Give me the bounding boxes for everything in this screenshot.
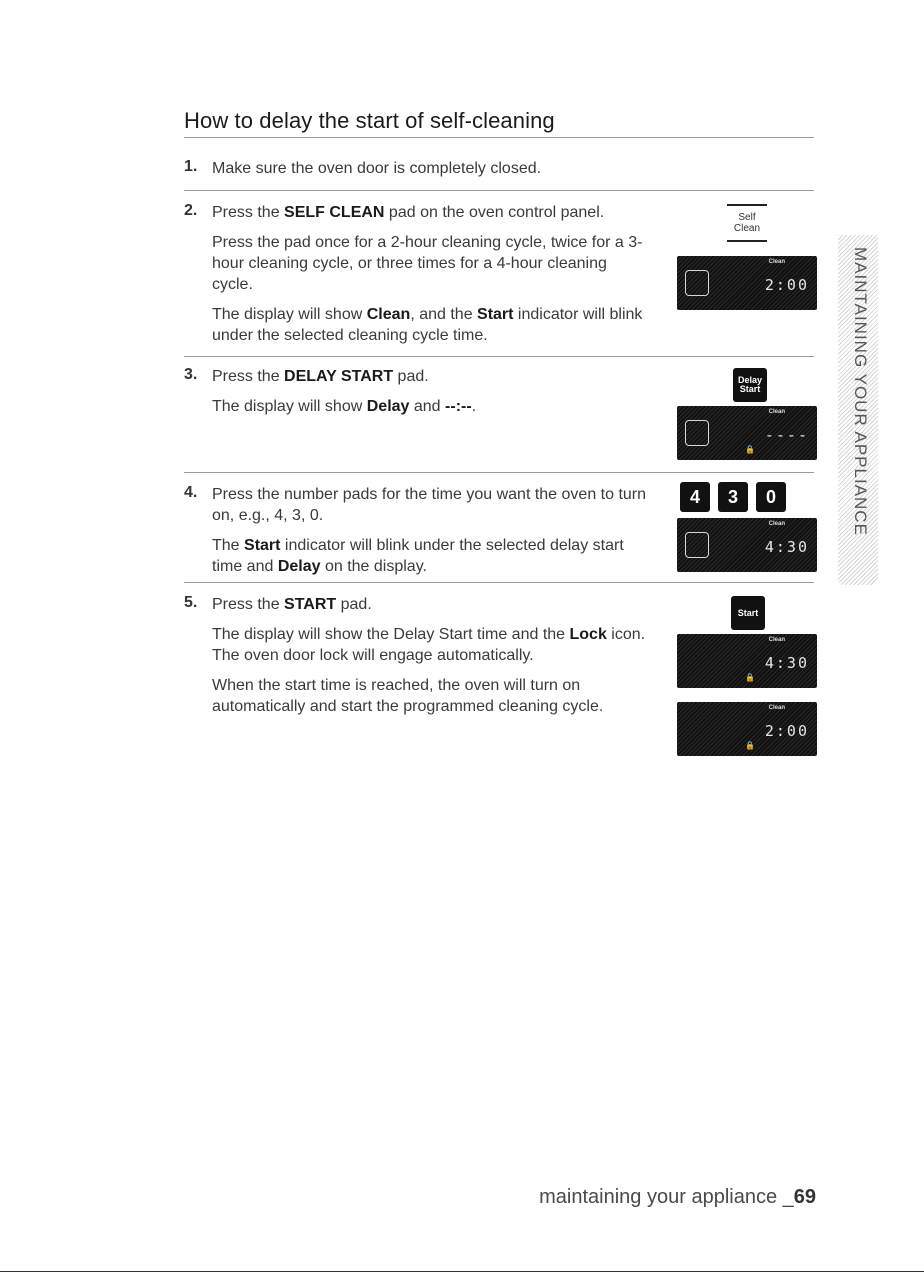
- page-footer: [539, 1186, 816, 1209]
- number-pad-3: 3: [718, 482, 748, 512]
- step-text: Press the number pads for the time you want the oven to turn on, e.g., 4, 3, 0.: [212, 486, 647, 524]
- divider: [184, 582, 814, 583]
- delay-start-pad-graphic: Delay Start: [733, 368, 767, 402]
- divider: [184, 472, 814, 473]
- step-number: 4.: [184, 484, 198, 501]
- display-digits: 2:00: [764, 276, 809, 294]
- display-digits: ----: [764, 426, 809, 444]
- number-pad-0: 0: [756, 482, 786, 512]
- clean-indicator: Clean: [768, 637, 785, 643]
- display-panel: [677, 702, 817, 756]
- lock-icon: 🔒: [745, 673, 755, 682]
- step-text: Make sure the oven door is completely closed.: [212, 160, 542, 177]
- page-number: 69: [793, 1186, 816, 1208]
- display-panel: [677, 518, 817, 572]
- display-box-icon: [685, 270, 709, 296]
- display-digits: 4:30: [764, 538, 809, 556]
- clean-indicator: Clean: [768, 705, 785, 711]
- step-text: The display will show Clean, and the Start indicator will blink under the selected cleaning cycle time.: [212, 306, 643, 344]
- number-pad-4: 4: [680, 482, 710, 512]
- section-side-label: MAINTAINING YOUR APPLIANCE: [851, 247, 870, 536]
- step-number: 5.: [184, 594, 198, 611]
- step-text: Press the START pad.: [212, 596, 372, 613]
- clean-indicator: Clean: [768, 259, 785, 265]
- display-panel: [677, 406, 817, 460]
- step-text: Press the DELAY START pad.: [212, 368, 429, 385]
- self-clean-pad-graphic: Self Clean: [727, 204, 767, 242]
- step-number: 3.: [184, 366, 198, 383]
- clean-indicator: Clean: [768, 521, 785, 527]
- bottom-rule: [0, 1271, 924, 1272]
- step-text: Press the pad once for a 2-hour cleaning cycle, twice for a 3-hour cleaning cycle, or three times for a 4-hour cleaning cycle.: [212, 234, 643, 293]
- start-pad-graphic: Start: [731, 596, 765, 630]
- step-text: The Start indicator will blink under the selected delay start time and Delay on the display.: [212, 537, 624, 575]
- step-text: The display will show the Delay Start time and the Lock icon. The oven door lock will engage automatically.: [212, 626, 646, 664]
- page-title: How to delay the start of self-cleaning: [184, 108, 814, 138]
- display-panel: [677, 634, 817, 688]
- step-text: When the start time is reached, the oven will turn on automatically and start the programmed cleaning cycle.: [212, 677, 604, 715]
- display-panel: [677, 256, 817, 310]
- footer-text: maintaining your appliance _: [539, 1186, 794, 1208]
- step-number: 2.: [184, 202, 198, 219]
- step-text: Press the SELF CLEAN pad on the oven control panel.: [212, 204, 605, 221]
- section-side-tab: [838, 235, 878, 585]
- lock-icon: 🔒: [745, 445, 755, 454]
- divider: [184, 356, 814, 357]
- divider: [184, 190, 814, 191]
- step-number: 1.: [184, 158, 198, 175]
- step-text: The display will show Delay and --:--.: [212, 398, 477, 415]
- display-digits: 2:00: [764, 722, 809, 740]
- display-digits: 4:30: [764, 654, 809, 672]
- clean-indicator: Clean: [768, 409, 785, 415]
- display-box-icon: [685, 420, 709, 446]
- display-box-icon: [685, 532, 709, 558]
- lock-icon: 🔒: [745, 741, 755, 750]
